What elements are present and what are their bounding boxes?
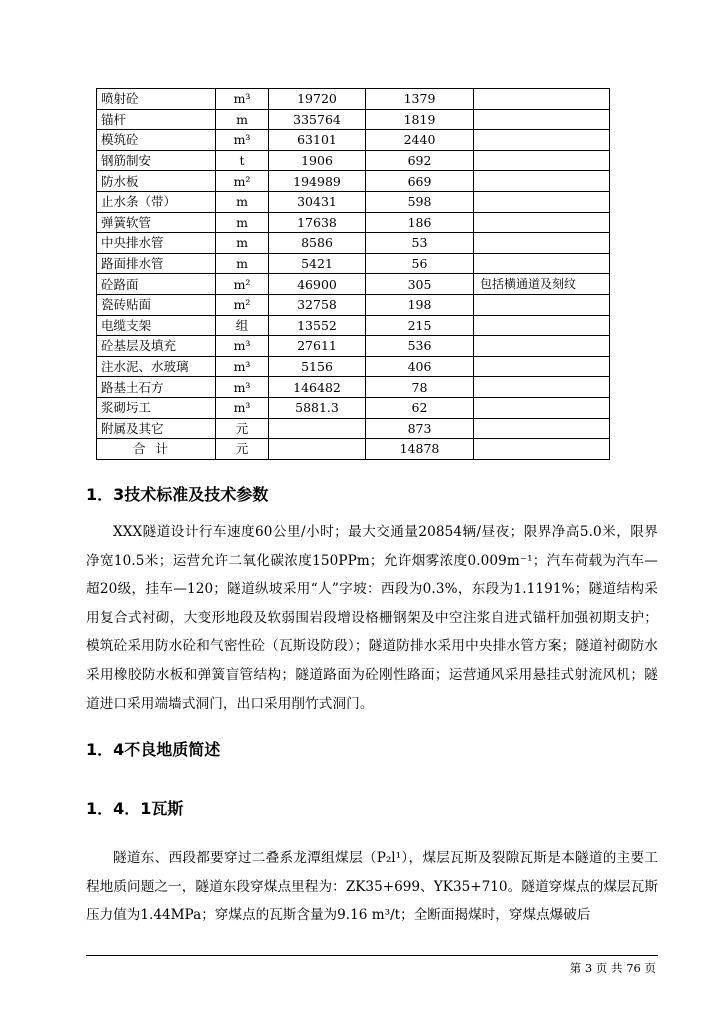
table-row: [97, 233, 610, 254]
cell-item: 路基土石方: [97, 377, 216, 398]
footer-divider: [86, 955, 658, 956]
cell-item: 锚杆: [97, 109, 216, 130]
cell-cost: 186: [366, 212, 474, 233]
table-row: [97, 130, 610, 151]
table-row: [97, 294, 610, 315]
cell-cost: 406: [366, 356, 474, 377]
cell-item: 喷射砼: [97, 89, 216, 110]
cell-unit: m: [216, 233, 269, 254]
cell-item: 附属及其它: [97, 418, 216, 439]
cell-item: 模筑砼: [97, 130, 216, 151]
cell-quantity: 5156: [269, 356, 366, 377]
table-row: [97, 171, 610, 192]
table-row: [97, 150, 610, 171]
cell-cost: 598: [366, 191, 474, 212]
cell-cost: 198: [366, 294, 474, 315]
section-heading-1-4-1: 1．4．1瓦斯: [86, 799, 184, 818]
cell-unit: m²: [216, 171, 269, 192]
cell-item: 路面排水管: [97, 253, 216, 274]
cell-item: 中央排水管: [97, 233, 216, 254]
cell-note: [474, 397, 610, 418]
cell-note: [474, 253, 610, 274]
cell-quantity: 8586: [269, 233, 366, 254]
cell-note: [474, 130, 610, 151]
table-row: [97, 397, 610, 418]
cell-unit: t: [216, 150, 269, 171]
table-row: [97, 89, 610, 110]
quantity-table: [96, 88, 610, 460]
section-heading-1-4: 1．4不良地质简述: [86, 740, 221, 759]
cell-cost: 53: [366, 233, 474, 254]
table-row: [97, 253, 610, 274]
cell-item: 防水板: [97, 171, 216, 192]
cell-cost: 56: [366, 253, 474, 274]
cell-unit: m: [216, 191, 269, 212]
cell-quantity: 32758: [269, 294, 366, 315]
cell-unit: m: [216, 109, 269, 130]
table-row: [97, 274, 610, 295]
cell-quantity: 27611: [269, 336, 366, 357]
cell-item: 瓷砖贴面: [97, 294, 216, 315]
cell-item: 止水条（带）: [97, 191, 216, 212]
cell-note: [474, 191, 610, 212]
cell-unit: m³: [216, 89, 269, 110]
cell-cost: 215: [366, 315, 474, 336]
cell-cost: 669: [366, 171, 474, 192]
cell-quantity: 1906: [269, 150, 366, 171]
cell-cost: 305: [366, 274, 474, 295]
cell-quantity: [269, 439, 366, 460]
cell-item: 弹簧软管: [97, 212, 216, 233]
page-number: 第 3 页 共 76 页: [569, 961, 656, 975]
table-row: [97, 336, 610, 357]
cell-unit: m³: [216, 130, 269, 151]
table-row: [97, 315, 610, 336]
gas-paragraph: 隧道东、西段都要穿过二叠系龙潭组煤层（P₂l¹），煤层瓦斯及裂隙瓦斯是本隧道的主要工程地质问题之一，隧道东段穿煤点里程为：ZK35+699、YK35+710。隧道穿煤点的煤层瓦斯压力值为1.44MPa；穿煤点的瓦斯含量为9.16 m³/t；全断面揭煤时，穿煤点爆破后: [86, 850, 658, 924]
cell-unit: 元: [216, 439, 269, 460]
cell-quantity: 63101: [269, 130, 366, 151]
table-row: [97, 109, 610, 130]
table-row: [97, 377, 610, 398]
cell-quantity: 19720: [269, 89, 366, 110]
cell-quantity: 335764: [269, 109, 366, 130]
cell-quantity: 46900: [269, 274, 366, 295]
cell-note: [474, 294, 610, 315]
cell-note: [474, 315, 610, 336]
cell-cost: 14878: [366, 439, 474, 460]
cell-item: 合计: [97, 439, 216, 460]
cell-quantity: 30431: [269, 191, 366, 212]
cell-note: [474, 418, 610, 439]
cell-quantity: [269, 418, 366, 439]
table-row: [97, 212, 610, 233]
cell-unit: 元: [216, 418, 269, 439]
section-heading-1-3: 1．3技术标准及技术参数: [86, 485, 269, 504]
cell-note: [474, 356, 610, 377]
cell-cost: 2440: [366, 130, 474, 151]
cell-cost: 78: [366, 377, 474, 398]
cell-unit: 组: [216, 315, 269, 336]
cell-note: [474, 212, 610, 233]
cell-note: [474, 377, 610, 398]
cell-unit: m²: [216, 274, 269, 295]
cell-unit: m³: [216, 336, 269, 357]
cell-cost: 692: [366, 150, 474, 171]
cell-note: [474, 150, 610, 171]
table-row: [97, 418, 610, 439]
cell-unit: m²: [216, 294, 269, 315]
cell-unit: m³: [216, 377, 269, 398]
cell-item: 电缆支架: [97, 315, 216, 336]
cell-quantity: 13552: [269, 315, 366, 336]
cell-note: [474, 336, 610, 357]
cell-item: 砼基层及填充: [97, 336, 216, 357]
cell-item: 浆砌圬工: [97, 397, 216, 418]
table-row: [97, 191, 610, 212]
cell-quantity: 194989: [269, 171, 366, 192]
quantity-table-body: [97, 89, 610, 460]
table-total-row: [97, 439, 610, 460]
cell-note: [474, 171, 610, 192]
cell-cost: 62: [366, 397, 474, 418]
cell-unit: m³: [216, 397, 269, 418]
cell-cost: 1819: [366, 109, 474, 130]
cell-note: [474, 89, 610, 110]
cell-note: 包括横通道及刻纹: [474, 274, 610, 295]
cell-cost: 873: [366, 418, 474, 439]
cell-quantity: 5881.3: [269, 397, 366, 418]
cell-item: 砼路面: [97, 274, 216, 295]
cell-item: 钢筋制安: [97, 150, 216, 171]
cell-quantity: 5421: [269, 253, 366, 274]
cell-cost: 1379: [366, 89, 474, 110]
table-row: [97, 356, 610, 377]
cell-note: [474, 109, 610, 130]
cell-unit: m: [216, 212, 269, 233]
cell-unit: m: [216, 253, 269, 274]
cell-cost: 536: [366, 336, 474, 357]
tech-standards-paragraph: XXX隧道设计行车速度60公里/小时；最大交通量20854辆/昼夜；限界净高5.0米，限界净宽10.5米；运营允许二氧化碳浓度150PPm；允许烟雾浓度0.009m⁻¹；汽车荷载为汽车—超20级，挂车—120；隧道纵坡采用“人”字坡：西段为0.3%，东段为1.1191%；隧道结构采用复合式衬砌，大变形地段及软弱围岩段增设格栅钢架及中空注浆自进式锚杆加强初期支护；模筑砼采用防水砼和气密性砼（瓦斯设防段）；隧道防排水采用中央排水管方案；隧道衬砌防水采用橡胶防水板和弹簧盲管结构；隧道路面为砼刚性路面；运营通风采用悬挂式射流风机；隧道进口采用端墙式洞门，出口采用削竹式洞门。: [86, 524, 658, 712]
cell-unit: m³: [216, 356, 269, 377]
cell-note: [474, 233, 610, 254]
cell-quantity: 146482: [269, 377, 366, 398]
cell-note: [474, 439, 610, 460]
cell-quantity: 17638: [269, 212, 366, 233]
cell-item: 注水泥、水玻璃: [97, 356, 216, 377]
